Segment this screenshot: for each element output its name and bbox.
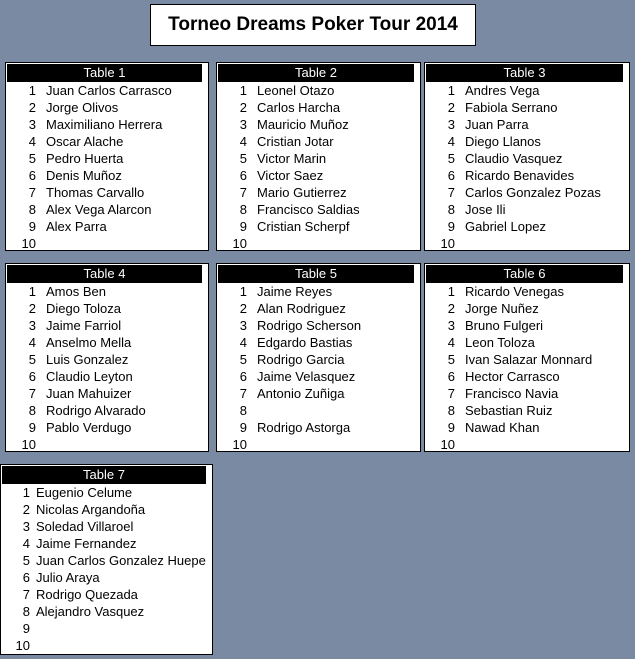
player-row	[6, 218, 208, 235]
player-row	[425, 116, 629, 133]
seat-number: 9	[447, 219, 455, 234]
seat-number: 9	[447, 420, 455, 435]
seat-number: 9	[239, 420, 247, 435]
table-1-panel	[5, 62, 209, 251]
seat-number: 6	[447, 369, 455, 384]
page-title: Torneo Dreams Poker Tour 2014	[150, 4, 476, 46]
player-name: Julio Araya	[36, 570, 100, 585]
player-name: Maximiliano Herrera	[46, 117, 163, 132]
seat-number: 8	[28, 202, 36, 217]
seat-number: 10	[21, 437, 36, 452]
player-name: Carlos Gonzalez Pozas	[465, 185, 601, 200]
seat-number: 8	[447, 202, 455, 217]
player-row	[425, 99, 629, 116]
seat-number: 5	[447, 352, 455, 367]
player-row	[425, 167, 629, 184]
seat-number: 1	[239, 284, 247, 299]
table-7-panel	[0, 464, 213, 655]
player-name: Nicolas Argandoña	[36, 502, 146, 517]
player-row	[6, 402, 208, 419]
player-name: Andres Vega	[465, 83, 540, 98]
player-name: Eugenio Celume	[36, 485, 133, 500]
seat-number: 8	[239, 403, 247, 418]
seat-number: 1	[239, 83, 247, 98]
seat-number: 9	[22, 621, 30, 636]
player-name: Juan Mahuizer	[46, 386, 132, 401]
player-name: Rodrigo Garcia	[257, 352, 345, 367]
player-row	[6, 283, 208, 300]
player-row	[217, 436, 420, 452]
seat-number: 5	[28, 352, 36, 367]
player-name: Pablo Verdugo	[46, 420, 132, 435]
seat-number: 6	[239, 168, 247, 183]
player-row	[6, 368, 208, 385]
player-name: Ivan Salazar Monnard	[465, 352, 593, 367]
player-name: Leonel Otazo	[257, 83, 335, 98]
seat-number: 10	[440, 236, 455, 251]
player-row	[1, 552, 212, 569]
seat-number: 6	[239, 369, 247, 384]
player-name: Jaime Fernandez	[36, 536, 137, 551]
seat-number: 2	[22, 502, 30, 517]
seat-number: 10	[232, 437, 247, 452]
table-header: Table 7	[2, 466, 206, 484]
player-name: Edgardo Bastias	[257, 335, 353, 350]
player-row	[425, 385, 629, 402]
player-row	[425, 201, 629, 218]
player-row	[425, 402, 629, 419]
player-row	[425, 82, 629, 99]
seat-number: 10	[15, 638, 30, 653]
player-name: Oscar Alache	[46, 134, 124, 149]
table-5-panel	[216, 263, 421, 452]
seat-number: 3	[239, 318, 247, 333]
player-row	[6, 385, 208, 402]
player-name: Jose Ili	[465, 202, 506, 217]
player-row	[1, 586, 212, 603]
player-row	[6, 201, 208, 218]
player-name: Alex Vega Alarcon	[46, 202, 152, 217]
player-row	[1, 569, 212, 586]
player-name: Diego Toloza	[46, 301, 121, 316]
player-name: Luis Gonzalez	[46, 352, 129, 367]
player-row	[217, 150, 420, 167]
seat-number: 10	[440, 437, 455, 452]
player-name: Cristian Jotar	[257, 134, 334, 149]
seat-number: 6	[28, 168, 36, 183]
player-row	[1, 501, 212, 518]
player-name: Rodrigo Alvarado	[46, 403, 146, 418]
player-name: Antonio Zuñiga	[257, 386, 345, 401]
player-row	[1, 484, 212, 501]
player-name: Thomas Carvallo	[46, 185, 145, 200]
seat-number: 1	[22, 485, 30, 500]
seat-number: 4	[22, 536, 30, 551]
seat-number: 2	[239, 100, 247, 115]
table-header: Table 4	[7, 265, 202, 283]
seat-number: 7	[447, 386, 455, 401]
player-row	[217, 167, 420, 184]
seat-number: 3	[28, 117, 36, 132]
seat-number: 4	[239, 335, 247, 350]
player-row	[6, 167, 208, 184]
seat-number: 8	[239, 202, 247, 217]
player-row	[425, 133, 629, 150]
player-row	[6, 334, 208, 351]
player-row	[217, 385, 420, 402]
player-name: Jaime Farriol	[46, 318, 122, 333]
player-row	[217, 218, 420, 235]
player-row	[217, 283, 420, 300]
seat-number: 4	[28, 335, 36, 350]
player-row	[6, 419, 208, 436]
player-row	[1, 603, 212, 620]
player-name: Diego Llanos	[465, 134, 541, 149]
seat-number: 7	[22, 587, 30, 602]
player-name: Gabriel Lopez	[465, 219, 546, 234]
seat-number: 5	[28, 151, 36, 166]
seat-number: 7	[239, 185, 247, 200]
seat-number: 5	[22, 553, 30, 568]
seat-number: 8	[447, 403, 455, 418]
player-row	[425, 368, 629, 385]
player-name: Jaime Velasquez	[257, 369, 356, 384]
player-row	[425, 300, 629, 317]
seat-number: 4	[447, 335, 455, 350]
seat-number: 1	[447, 83, 455, 98]
table-header: Table 6	[426, 265, 623, 283]
player-row	[6, 317, 208, 334]
seat-number: 4	[28, 134, 36, 149]
player-row	[217, 82, 420, 99]
player-row	[425, 150, 629, 167]
player-row	[217, 419, 420, 436]
seat-number: 3	[447, 117, 455, 132]
player-name: Hector Carrasco	[465, 369, 560, 384]
seat-number: 9	[28, 420, 36, 435]
seat-number: 4	[239, 134, 247, 149]
player-row	[6, 300, 208, 317]
player-row	[217, 99, 420, 116]
seat-number: 6	[28, 369, 36, 384]
player-name: Bruno Fulgeri	[465, 318, 544, 333]
player-row	[6, 116, 208, 133]
player-row	[217, 116, 420, 133]
table-6-panel	[424, 263, 630, 452]
player-name: Jaime Reyes	[257, 284, 333, 299]
seat-number: 5	[447, 151, 455, 166]
player-row	[217, 334, 420, 351]
seat-number: 6	[447, 168, 455, 183]
table-header: Table 3	[426, 64, 623, 82]
player-name: Victor Marin	[257, 151, 327, 166]
player-row	[425, 283, 629, 300]
player-name: Jorge Olivos	[46, 100, 119, 115]
seat-number: 8	[28, 403, 36, 418]
player-name: Juan Parra	[465, 117, 529, 132]
seat-number: 3	[447, 318, 455, 333]
player-name: Mauricio Muñoz	[257, 117, 349, 132]
player-name: Mario Gutierrez	[257, 185, 347, 200]
player-name: Sebastian Ruiz	[465, 403, 553, 418]
player-row	[1, 518, 212, 535]
player-row	[217, 402, 420, 419]
player-row	[6, 184, 208, 201]
player-row	[425, 184, 629, 201]
player-name: Cristian Scherpf	[257, 219, 350, 234]
table-header: Table 1	[7, 64, 202, 82]
seat-number: 1	[28, 284, 36, 299]
player-row	[217, 184, 420, 201]
seat-number: 1	[447, 284, 455, 299]
player-row	[6, 99, 208, 116]
seat-number: 2	[447, 301, 455, 316]
seat-number: 2	[447, 100, 455, 115]
player-row	[217, 235, 420, 251]
player-row	[217, 317, 420, 334]
player-name: Anselmo Mella	[46, 335, 132, 350]
seat-number: 9	[28, 219, 36, 234]
player-name: Leon Toloza	[465, 335, 535, 350]
player-name: Francisco Navia	[465, 386, 559, 401]
seat-number: 7	[239, 386, 247, 401]
seat-number: 2	[239, 301, 247, 316]
player-name: Rodrigo Scherson	[257, 318, 362, 333]
table-3-panel	[424, 62, 630, 251]
player-row	[6, 351, 208, 368]
player-name: Amos Ben	[46, 284, 106, 299]
player-name: Rodrigo Quezada	[36, 587, 138, 602]
player-row	[217, 201, 420, 218]
seat-number: 8	[22, 604, 30, 619]
seat-number: 2	[28, 301, 36, 316]
seat-number: 9	[239, 219, 247, 234]
player-row	[217, 133, 420, 150]
player-row	[1, 535, 212, 552]
player-row	[425, 419, 629, 436]
seat-number: 10	[232, 236, 247, 251]
player-name: Juan Carlos Carrasco	[46, 83, 172, 98]
player-name: Soledad Villaroel	[36, 519, 134, 534]
player-row	[6, 150, 208, 167]
player-name: Pedro Huerta	[46, 151, 124, 166]
player-name: Ricardo Benavides	[465, 168, 575, 183]
player-row	[6, 82, 208, 99]
player-name: Juan Carlos Gonzalez Huepe	[36, 553, 206, 568]
seat-number: 7	[28, 386, 36, 401]
player-row	[6, 133, 208, 150]
seat-number: 6	[22, 570, 30, 585]
player-name: Francisco Saldias	[257, 202, 360, 217]
seat-number: 2	[28, 100, 36, 115]
player-name: Alan Rodriguez	[257, 301, 346, 316]
player-row	[425, 218, 629, 235]
player-name: Claudio Leyton	[46, 369, 133, 384]
player-row	[217, 351, 420, 368]
seat-number: 3	[239, 117, 247, 132]
player-name: Carlos Harcha	[257, 100, 341, 115]
player-name: Alejandro Vasquez	[36, 604, 145, 619]
table-header: Table 2	[218, 64, 414, 82]
player-name: Claudio Vasquez	[465, 151, 563, 166]
seat-number: 7	[28, 185, 36, 200]
table-4-panel	[5, 263, 209, 452]
seat-number: 4	[447, 134, 455, 149]
player-row	[217, 368, 420, 385]
player-row	[1, 620, 212, 637]
player-row	[425, 436, 629, 452]
seat-number: 5	[239, 352, 247, 367]
player-row	[217, 300, 420, 317]
player-name: Nawad Khan	[465, 420, 540, 435]
seat-number: 10	[21, 236, 36, 251]
seat-number: 5	[239, 151, 247, 166]
player-row	[425, 334, 629, 351]
player-name: Jorge Nuñez	[465, 301, 539, 316]
table-2-panel	[216, 62, 421, 251]
player-row	[425, 351, 629, 368]
player-name: Victor Saez	[257, 168, 324, 183]
seat-number: 3	[28, 318, 36, 333]
player-name: Ricardo Venegas	[465, 284, 565, 299]
player-row	[1, 637, 212, 654]
player-name: Denis Muñoz	[46, 168, 122, 183]
player-name: Rodrigo Astorga	[257, 420, 351, 435]
player-name: Fabiola Serrano	[465, 100, 558, 115]
player-row	[6, 235, 208, 251]
player-row	[425, 317, 629, 334]
player-row	[425, 235, 629, 251]
seat-number: 7	[447, 185, 455, 200]
player-name: Alex Parra	[46, 219, 107, 234]
seat-number: 1	[28, 83, 36, 98]
player-row	[6, 436, 208, 452]
seat-number: 3	[22, 519, 30, 534]
table-header: Table 5	[218, 265, 414, 283]
